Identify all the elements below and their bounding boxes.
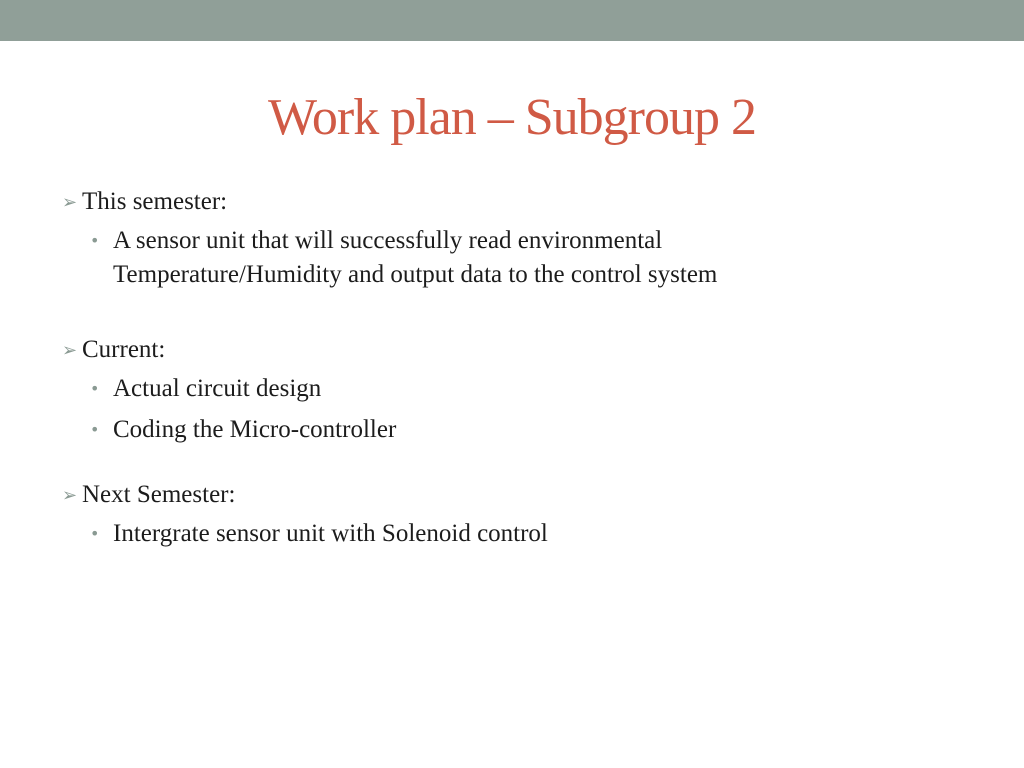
top-decorative-bar (0, 0, 1024, 41)
sub-bullet-text: Actual circuit design (113, 375, 322, 402)
sub-bullet-line-1: A sensor unit that will successfully read environmental (113, 227, 663, 254)
slide-body (62, 184, 962, 581)
sub-bullet-item (62, 224, 962, 292)
section-this-semester (62, 184, 962, 292)
bullet-heading (62, 184, 962, 220)
arrow-bullet-icon: ➢ (62, 485, 78, 506)
section-current (62, 332, 962, 447)
sub-bullet-list (62, 372, 962, 447)
sub-bullet-item (62, 517, 962, 551)
sub-bullet-item (62, 413, 962, 447)
sub-bullet-list (62, 224, 962, 292)
arrow-bullet-icon: ➢ (62, 340, 78, 361)
bullet-heading (62, 332, 962, 368)
dot-bullet-icon: • (90, 379, 100, 398)
bullet-heading-text: Next Semester: (82, 481, 236, 508)
section-next-semester (62, 477, 962, 551)
dot-bullet-icon: • (90, 420, 100, 439)
arrow-bullet-icon: ➢ (62, 192, 78, 213)
bullet-heading-text: This semester: (82, 188, 228, 215)
slide-title: Work plan – Subgroup 2 (268, 89, 756, 146)
sub-bullet-text: Intergrate sensor unit with Solenoid control (113, 520, 548, 547)
dot-bullet-icon: • (90, 524, 100, 543)
bullet-heading (62, 477, 962, 513)
sub-bullet-item (62, 372, 962, 406)
sub-bullet-line-2: Temperature/Humidity and output data to the control system (113, 261, 718, 288)
bullet-heading-text: Current: (82, 336, 166, 363)
dot-bullet-icon: • (90, 231, 100, 250)
sub-bullet-list (62, 517, 962, 551)
sub-bullet-text: Coding the Micro-controller (113, 416, 397, 443)
